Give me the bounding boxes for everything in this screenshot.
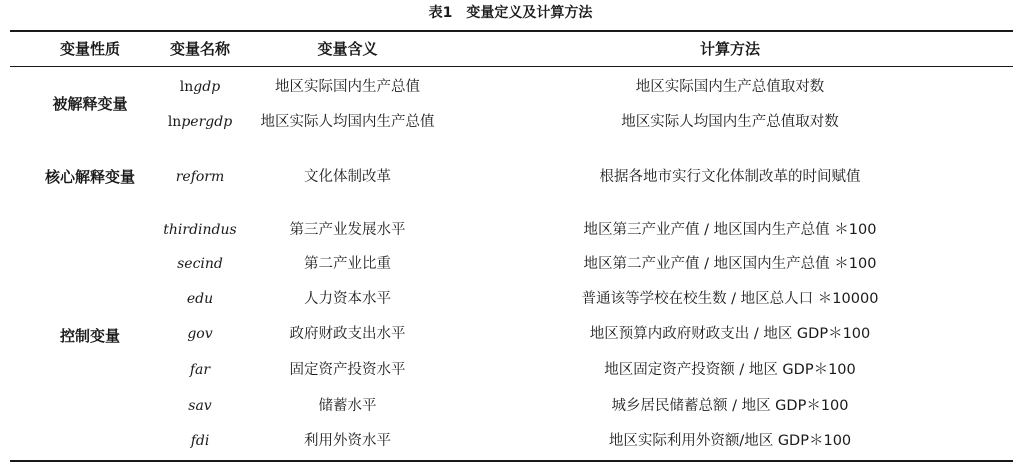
variable-name-thirdindus: thirdindus	[163, 222, 237, 238]
variable-prefix: ln	[167, 114, 182, 130]
calculation-method: 地区第二产业产值 / 地区国内生产总值 ＊100	[583, 256, 877, 272]
header-variable-name: 变量名称	[169, 40, 230, 58]
category-core-variable: 核心解释变量	[44, 168, 135, 186]
header-variable-nature: 变量性质	[59, 40, 120, 58]
variable-meaning: 利用外资水平	[304, 433, 391, 449]
calculation-method: 普通该等学校在校生数 / 地区总人口 ＊10000	[581, 291, 879, 307]
variable-meaning: 第三产业发展水平	[289, 222, 406, 238]
calculation-method: 地区预算内政府财政支出 / 地区 GDP＊100	[589, 326, 871, 342]
calculation-method: 地区实际国内生产总值取对数	[635, 79, 825, 95]
variable-name-secind: secind	[177, 256, 223, 272]
calculation-method: 根据各地市实行文化体制改革的时间赋值	[599, 169, 861, 185]
table-top-rule	[10, 30, 1013, 32]
header-calculation-method: 计算方法	[699, 40, 760, 58]
category-control-variable: 控制变量	[59, 327, 120, 345]
variable-prefix: ln	[179, 79, 194, 95]
calculation-method: 地区第三产业产值 / 地区国内生产总值 ＊100	[583, 222, 877, 238]
calculation-method: 地区实际利用外资额/地区 GDP＊100	[608, 433, 852, 449]
table-bottom-rule	[10, 460, 1013, 462]
calculation-method: 地区固定资产投资额 / 地区 GDP＊100	[604, 362, 856, 378]
variable-meaning: 政府财政支出水平	[289, 326, 406, 342]
variable-name-fdi: fdi	[190, 433, 210, 449]
category-explained-variable: 被解释变量	[52, 95, 128, 113]
variable-name-lnpergdp	[130, 110, 270, 134]
variable-name-far: far	[189, 362, 211, 378]
variable-name-reform: reform	[175, 169, 225, 185]
table-header-rule	[10, 66, 1013, 67]
calculation-method: 地区实际人均国内生产总值取对数	[621, 114, 839, 130]
variable-meaning: 第二产业比重	[304, 256, 391, 272]
variable-meaning: 固定资产投资水平	[289, 362, 406, 378]
variable-meaning: 文化体制改革	[304, 169, 391, 185]
variable-name-sav: sav	[188, 398, 212, 414]
variable-name-gov: gov	[187, 326, 213, 342]
table-caption: 表1 变量定义及计算方法	[428, 5, 593, 21]
variable-name-lngdp	[130, 75, 270, 99]
calculation-method: 城乡居民储蓄总额 / 地区 GDP＊100	[611, 398, 849, 414]
variable-meaning: 地区实际人均国内生产总值	[260, 114, 435, 130]
variable-suffix: pergdp	[181, 114, 233, 130]
variable-meaning: 地区实际国内生产总值	[275, 79, 420, 95]
variable-meaning: 储蓄水平	[318, 398, 377, 414]
variable-name-edu: edu	[186, 291, 214, 307]
header-variable-meaning: 变量含义	[317, 40, 378, 58]
variable-meaning: 人力资本水平	[304, 291, 391, 307]
variable-suffix: gdp	[193, 79, 221, 95]
